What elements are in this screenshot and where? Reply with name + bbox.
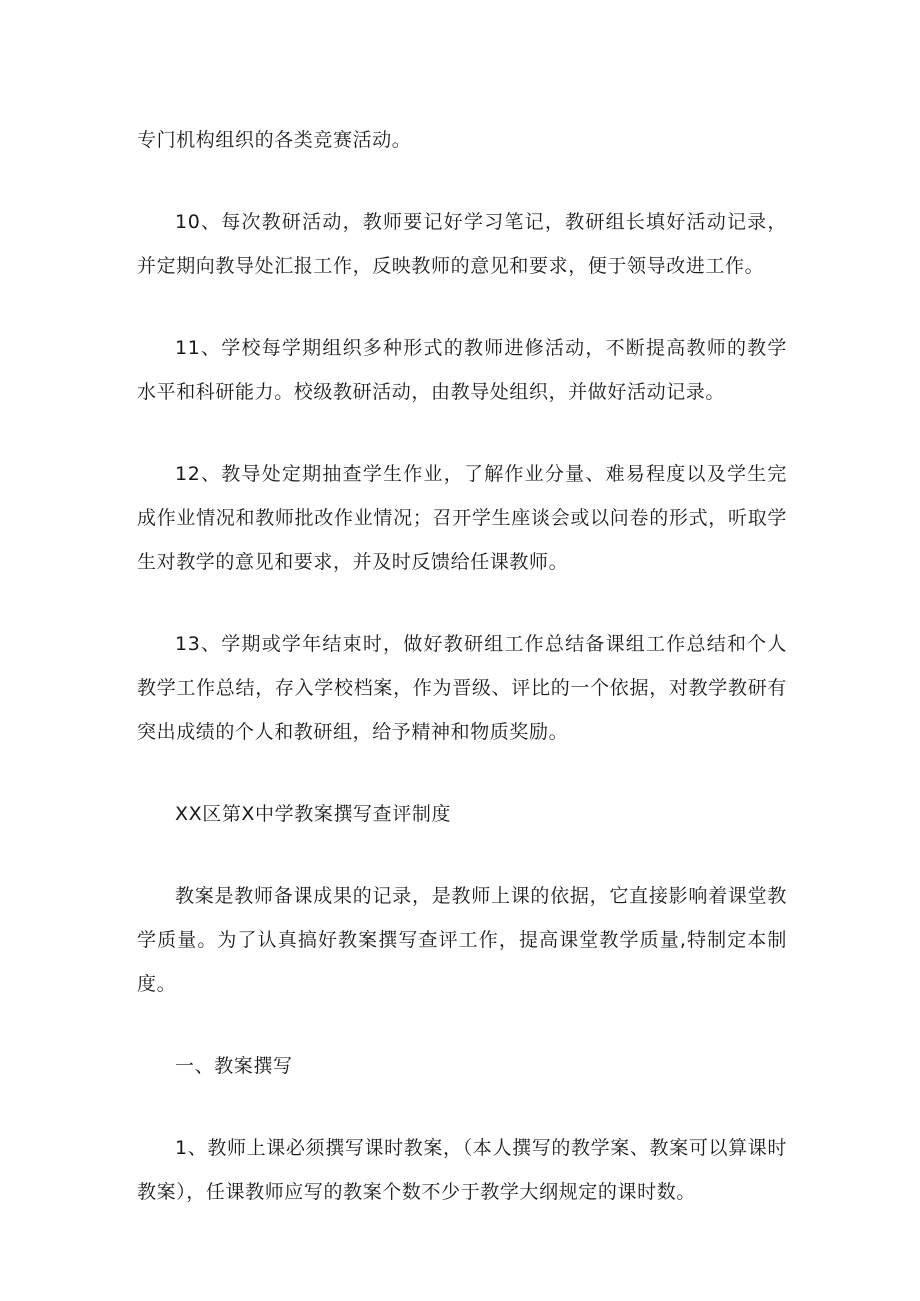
paragraph-item-11: 11、学校每学期组织多种形式的教师进修活动，不断提高教师的教学水平和科研能力。校级教研活动，由教导处组织，并做好活动记录。 [137, 337, 787, 403]
paragraph-item-1: 1、教师上课必须撰写课时教案，（本人撰写的教学案、教案可以算课时教案），任课教师应写的教案个数不少于教学大纲规定的课时数。 [137, 1137, 787, 1203]
section-title: XX区第X中学教案撰写查评制度 [175, 803, 452, 825]
section-heading-1: 一、教案撰写 [175, 1055, 293, 1077]
paragraph-item-12: 12、教导处定期抽查学生作业，了解作业分量、难易程度以及学生完成作业情况和教师批改作业情况；召开学生座谈会或以问卷的形式，听取学生对教学的意见和要求，并及时反馈给任课教师。 [137, 463, 787, 573]
document-body [137, 118, 787, 1252]
paragraph-continuation: 专门机构组织的各类竞赛活动。 [137, 129, 412, 151]
paragraph-item-13: 13、学期或学年结束时，做好教研组工作总结备课组工作总结和个人教学工作总结，存入学校档案，作为晋级、评比的一个依据，对教学教研有突出成绩的个人和教研组，给予精神和物质奖励。 [137, 633, 787, 743]
paragraph-item-10: 10、每次教研活动，教师要记好学习笔记，教研组长填好活动记录，并定期向教导处汇报工作，反映教师的意见和要求，便于领导改进工作。 [137, 211, 787, 277]
paragraph-intro: 教案是教师备课成果的记录，是教师上课的依据，它直接影响着课堂教学质量。为了认真搞好教案撰写查评工作，提高课堂教学质量,特制定本制度。 [137, 885, 787, 995]
